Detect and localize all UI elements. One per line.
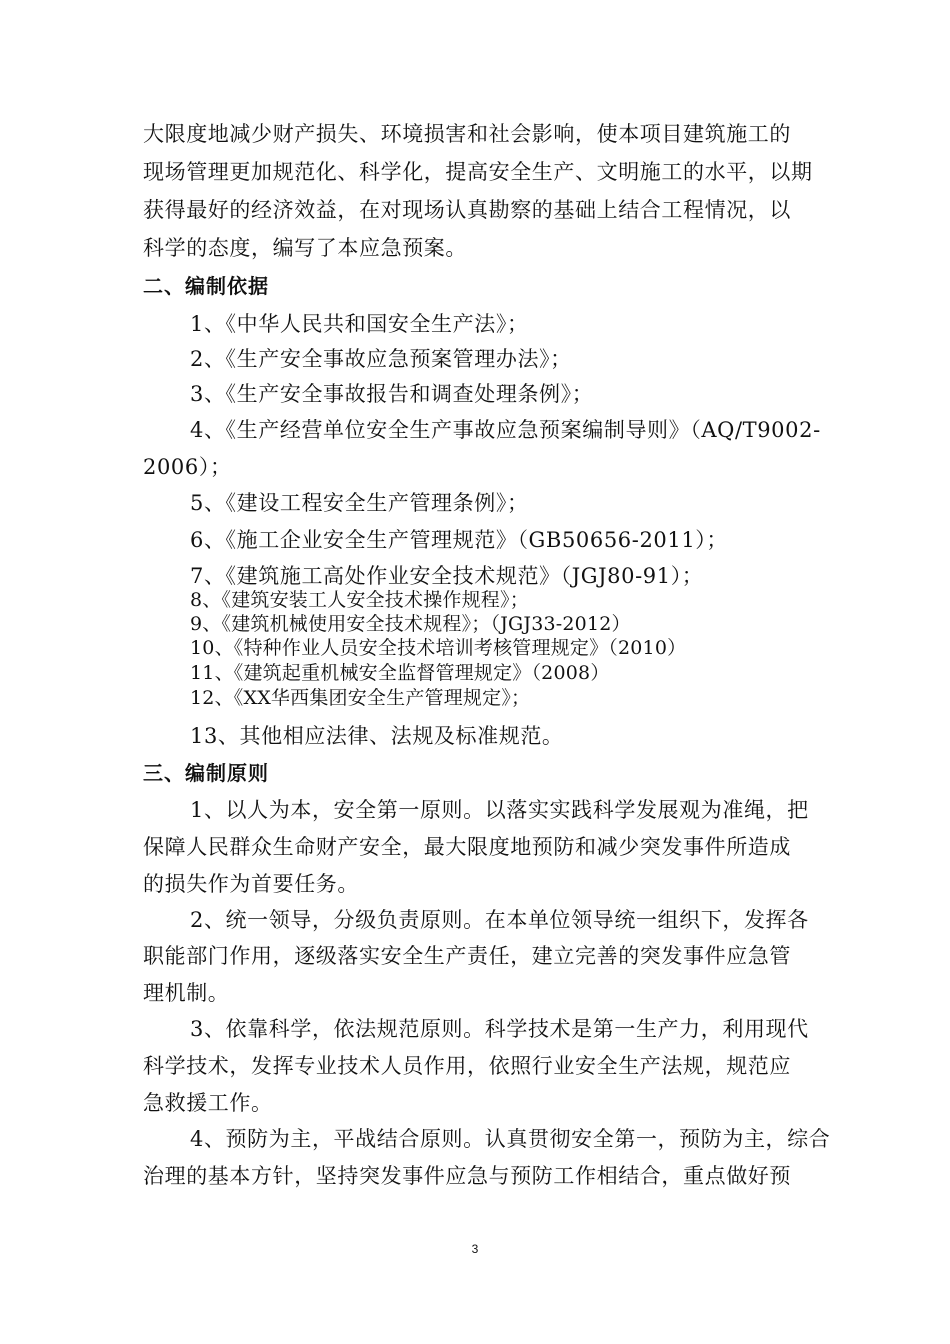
basis-item: 5、《建设工程安全生产管理条例》； [190,491,529,515]
basis-item: 13、其他相应法律、法规及标准规范。 [190,724,564,748]
basis-item: 4、《生产经营单位安全生产事故应急预案编制导则》（AQ/T9002- [190,418,821,442]
basis-item: 6、《施工企业安全生产管理规范》（GB50656-2011）； [190,528,729,552]
basis-item: 7、《建筑施工高处作业安全技术规范》（JGJ80-91）； [190,564,704,588]
principle-line: 3、依靠科学，依法规范原则。科学技术是第一生产力，利用现代 [190,1017,809,1041]
basis-item: 8、《建筑安装工人安全技术操作规程》； [190,589,529,611]
principle-line: 保障人民群众生命财产安全，最大限度地预防和减少突发事件所造成 [143,835,791,859]
page-number: 3 [471,1242,479,1256]
basis-item: 10、《特种作业人员安全技术培训考核管理规定》（2010） [190,637,687,659]
principle-line: 治理的基本方针，坚持突发事件应急与预防工作相结合，重点做好预 [143,1164,791,1188]
principle-line: 科学技术，发挥专业技术人员作用，依照行业安全生产法规，规范应 [143,1054,791,1078]
intro-line: 科学的态度，编写了本应急预案。 [143,236,467,260]
principle-line: 2、统一领导，分级负责原则。在本单位领导统一组织下，发挥各 [190,908,809,932]
intro-line: 获得最好的经济效益，在对现场认真勘察的基础上结合工程情况，以 [143,198,791,222]
principle-line: 急救援工作。 [143,1091,273,1115]
basis-item: 1、《中华人民共和国安全生产法》； [190,312,529,336]
basis-item-continuation: 2006）； [143,455,232,479]
basis-item: 11、《建筑起重机械安全监督管理规定》（2008） [190,662,610,684]
intro-line: 现场管理更加规范化、科学化，提高安全生产、文明施工的水平，以期 [143,160,813,184]
principle-line: 理机制。 [143,981,230,1005]
principle-line: 的损失作为首要任务。 [143,872,359,896]
section-heading-principles: 三、编制原则 [143,761,269,785]
basis-item: 12、《XX华西集团安全生产管理规定》； [190,687,531,709]
principle-line: 职能部门作用，逐级落实安全生产责任，建立完善的突发事件应急管 [143,944,791,968]
basis-item: 9、《建筑机械使用安全技术规程》；（JGJ33-2012） [190,613,631,635]
basis-item: 3、《生产安全事故报告和调查处理条例》； [190,382,594,406]
principle-line: 1、以人为本，安全第一原则。以落实实践科学发展观为准绳，把 [190,798,809,822]
intro-line: 大限度地减少财产损失、环境损害和社会影响，使本项目建筑施工的 [143,122,791,146]
basis-item: 2、《生产安全事故应急预案管理办法》； [190,347,572,371]
principle-line: 4、预防为主，平战结合原则。认真贯彻安全第一，预防为主，综合 [190,1127,831,1151]
section-heading-basis: 二、编制依据 [143,274,269,298]
